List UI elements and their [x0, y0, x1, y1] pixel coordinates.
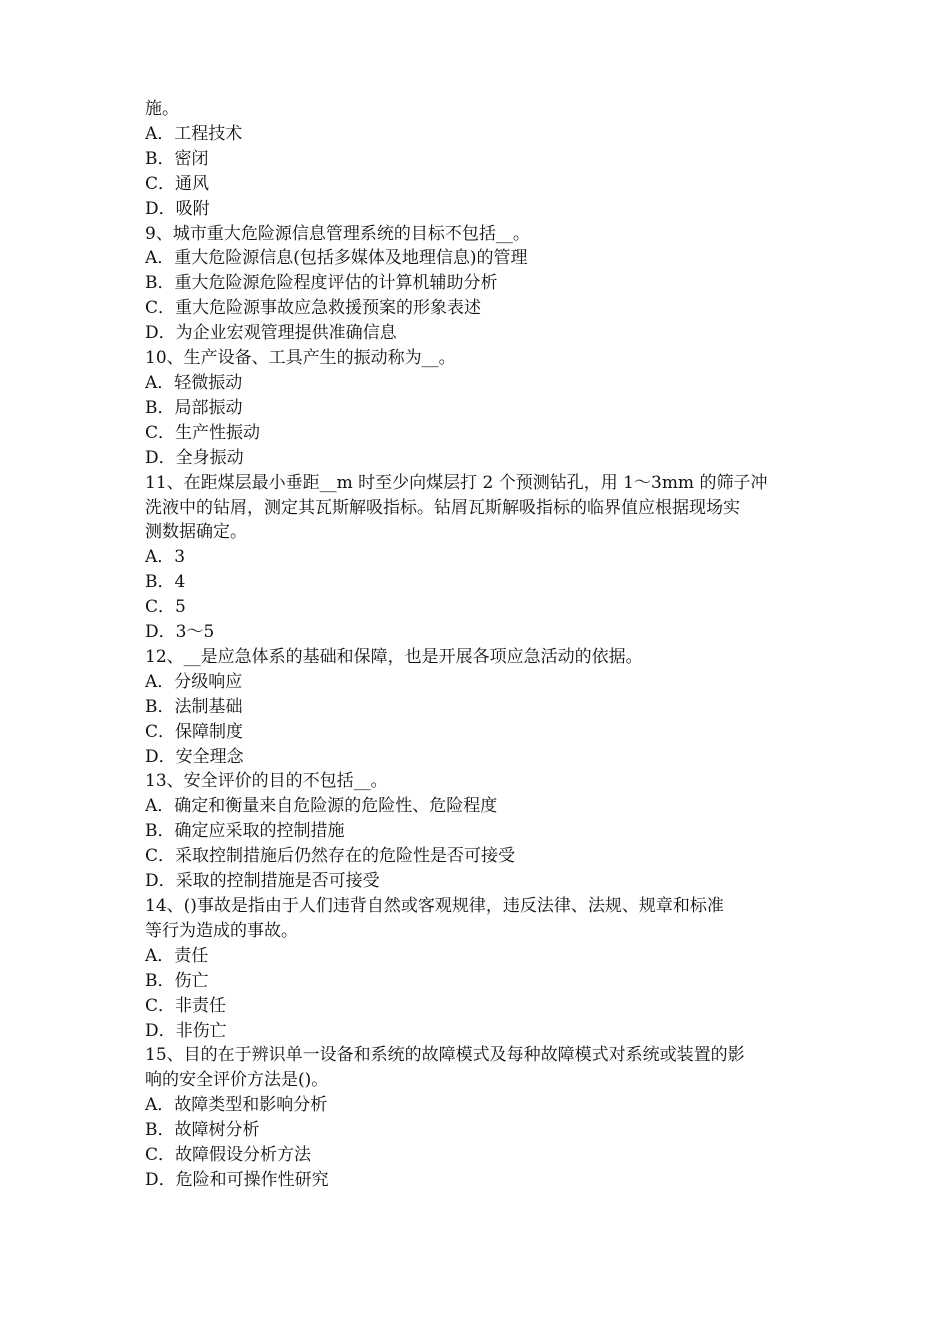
document-page: [145, 97, 810, 1193]
option-c: C．保障制度: [145, 721, 244, 742]
option-d: D．安全理念: [145, 746, 244, 767]
option-d: D．全身振动: [145, 447, 244, 468]
option-c: C．非责任: [145, 995, 227, 1016]
option-d: D．为企业宏观管理提供准确信息: [145, 323, 397, 344]
question-11-line-3: 测数据确定。: [145, 522, 247, 543]
option-d: D．非伤亡: [145, 1020, 227, 1041]
question-9: 9、城市重大危险源信息管理系统的目标不包括__。: [145, 223, 530, 244]
question-11: 11、在距煤层最小垂距__m 时至少向煤层打 2 个预测钻孔，用 1～3mm 的筛子冲: [145, 472, 768, 493]
question-11-line-2: 洗液中的钻屑，测定其瓦斯解吸指标。钻屑瓦斯解吸指标的临界值应根据现场实: [145, 497, 740, 518]
option-b: B．故障树分析: [145, 1120, 260, 1141]
option-c: C．通风: [145, 173, 210, 194]
option-a: A．轻微振动: [145, 372, 243, 393]
option-a: A．责任: [145, 945, 209, 966]
option-b: B．4: [145, 572, 186, 593]
option-a: A．分级响应: [145, 671, 243, 692]
question-continuation: 施。: [145, 99, 179, 119]
option-c: C．5: [145, 597, 186, 618]
option-a: A．3: [145, 547, 186, 568]
option-b: B．重大危险源危险程度评估的计算机辅助分析: [145, 273, 498, 294]
option-a: A．工程技术: [145, 123, 243, 144]
question-13: 13、安全评价的目的不包括__。: [145, 771, 388, 792]
question-14: 14、()事故是指由于人们违背自然或客观规律，违反法律、法规、规章和标准: [145, 896, 724, 916]
option-c: C．采取控制措施后仍然存在的危险性是否可接受: [145, 846, 516, 867]
option-d: D．危险和可操作性研究: [145, 1169, 329, 1190]
option-a: A．重大危险源信息(包括多媒体及地理信息)的管理: [145, 248, 528, 269]
question-12: 12、__是应急体系的基础和保障，也是开展各项应急活动的依据。: [145, 646, 643, 667]
option-b: B．密闭: [145, 148, 209, 169]
question-15: 15、目的在于辨识单一设备和系统的故障模式及每种故障模式对系统或装置的影: [145, 1045, 745, 1066]
option-d: D．3～5: [145, 622, 215, 643]
option-a: A．故障类型和影响分析: [145, 1095, 328, 1116]
question-15-line-2: 响的安全评价方法是()。: [145, 1070, 329, 1091]
option-b: B．确定应采取的控制措施: [145, 821, 345, 842]
option-b: B．法制基础: [145, 696, 243, 717]
option-a: A．确定和衡量来自危险源的危险性、危险程度: [145, 796, 498, 817]
option-d: D．吸附: [145, 198, 210, 219]
option-c: C．生产性振动: [145, 422, 261, 443]
question-10: 10、生产设备、工具产生的振动称为__。: [145, 348, 456, 369]
question-14-line-2: 等行为造成的事故。: [145, 920, 298, 941]
option-d: D．采取的控制措施是否可接受: [145, 871, 380, 892]
option-b: B．伤亡: [145, 970, 209, 991]
option-c: C．重大危险源事故应急救援预案的形象表述: [145, 298, 482, 319]
option-b: B．局部振动: [145, 397, 243, 418]
option-c: C．故障假设分析方法: [145, 1145, 312, 1166]
